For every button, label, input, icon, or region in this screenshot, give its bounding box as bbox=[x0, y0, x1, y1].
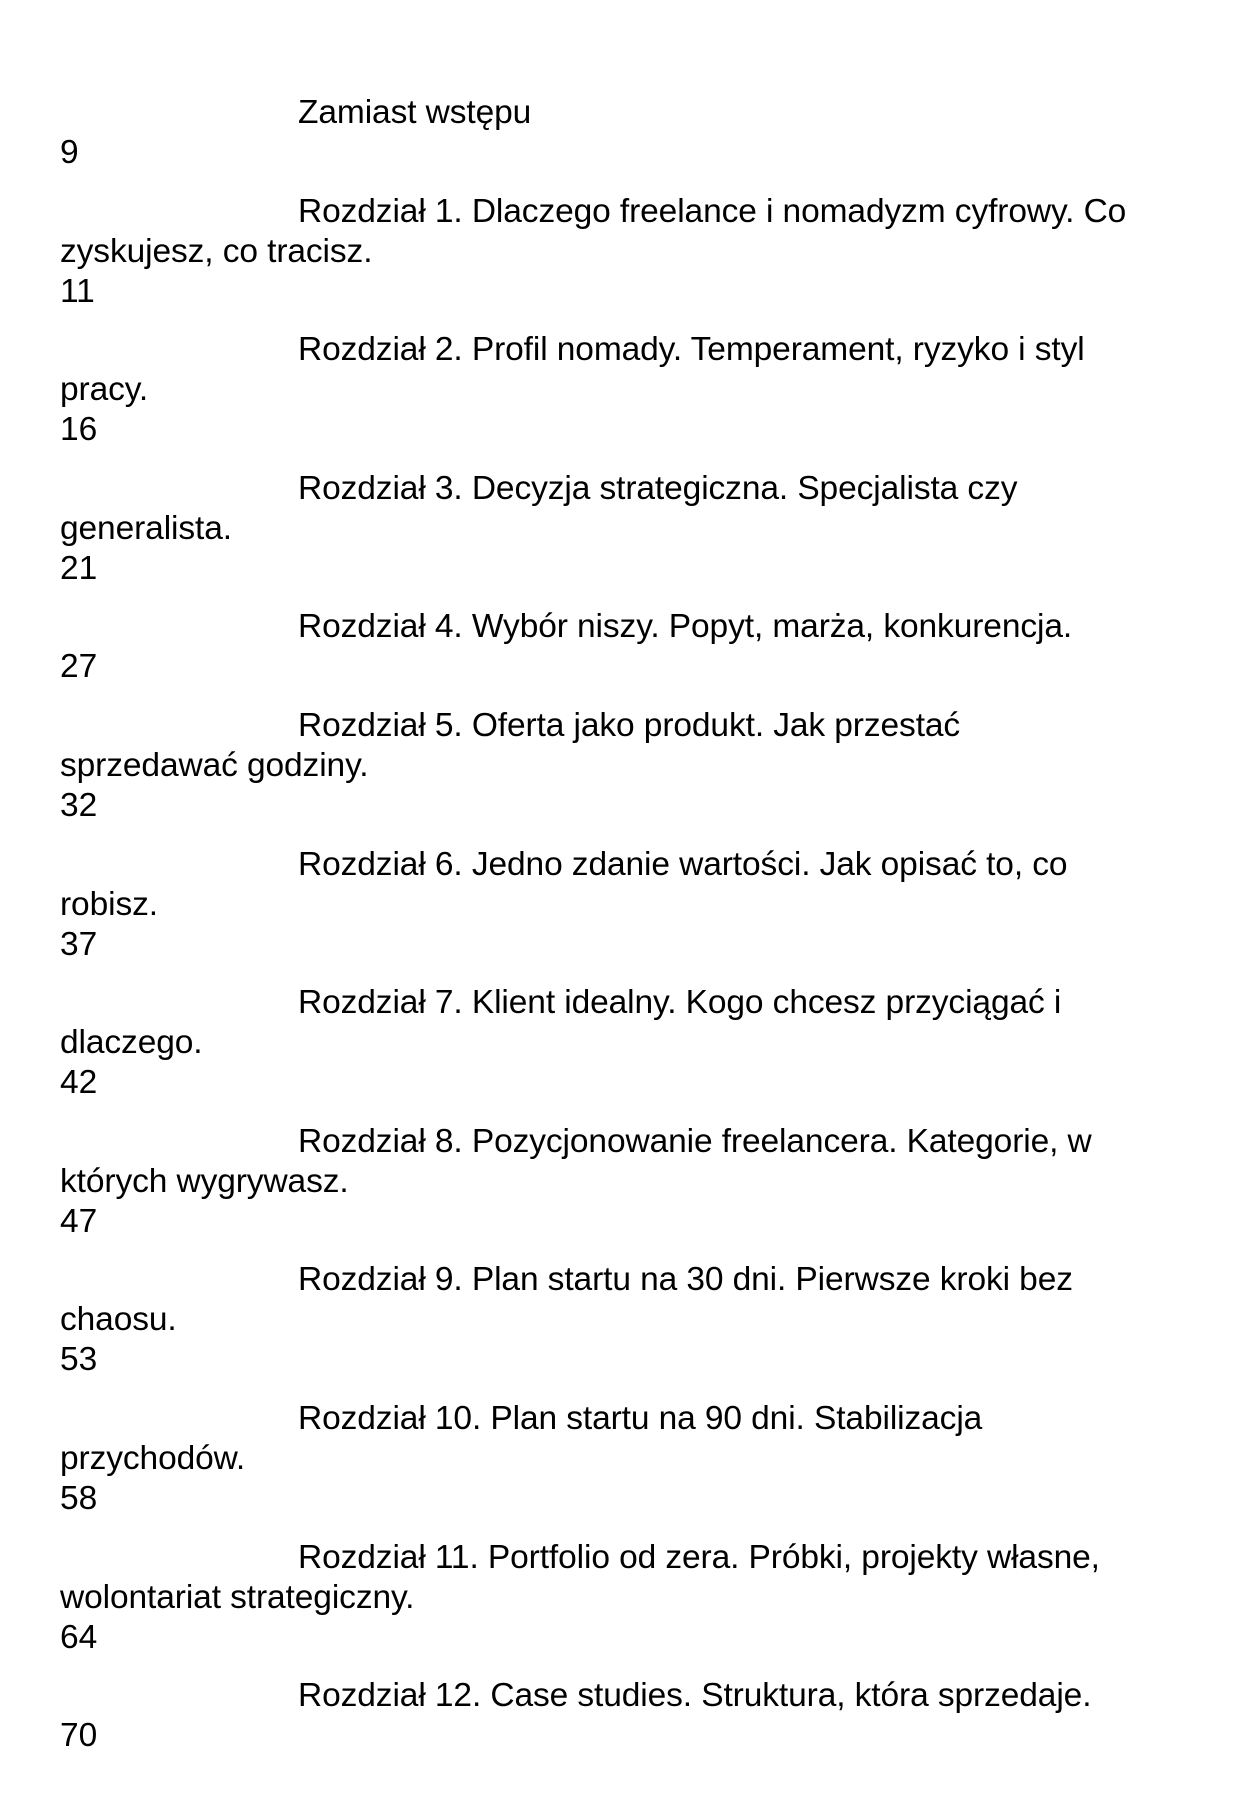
toc-entry[interactable] bbox=[60, 330, 1210, 450]
toc-entry-title: Rozdział 8. Pozycjonowanie freelancera. Kategorie, w bbox=[298, 1122, 1092, 1160]
toc-entry-title: Rozdział 10. Plan startu na 90 dni. Stabilizacja bbox=[298, 1399, 983, 1437]
toc-entry-title: Rozdział 6. Jedno zdanie wartości. Jak opisać to, co bbox=[298, 845, 1068, 883]
toc-entry[interactable] bbox=[60, 607, 1210, 687]
toc-entry-page-number: 64 bbox=[60, 1618, 98, 1656]
toc-entry-title: Rozdział 12. Case studies. Struktura, która sprzedaje. bbox=[298, 1677, 1092, 1715]
toc-entry-title-continuation: generalista. bbox=[60, 509, 232, 547]
toc-entry-title: Rozdział 2. Profil nomady. Temperament, ryzyko i styl bbox=[298, 331, 1085, 369]
toc-entry-title-continuation: chaosu. bbox=[60, 1301, 177, 1339]
toc-entry-title-continuation: robisz. bbox=[60, 885, 158, 923]
toc-entry-title: Rozdział 9. Plan startu na 30 dni. Pierwsze kroki bez bbox=[298, 1261, 1073, 1299]
toc-entry-title: Rozdział 4. Wybór niszy. Popyt, marża, konkurencja. bbox=[298, 608, 1073, 646]
table-of-contents bbox=[60, 93, 1210, 1756]
toc-entry-title: Zamiast wstępu bbox=[298, 94, 532, 131]
toc-entry-title-continuation: przychodów. bbox=[60, 1439, 246, 1477]
toc-entry-title: Rozdział 7. Klient idealny. Kogo chcesz przyciągać i bbox=[298, 984, 1062, 1022]
toc-entry-page-number: 27 bbox=[60, 648, 98, 686]
toc-entry[interactable] bbox=[60, 469, 1210, 589]
toc-entry[interactable] bbox=[60, 983, 1210, 1103]
toc-entry-page-number: 47 bbox=[60, 1202, 98, 1240]
toc-entry-page-number: 16 bbox=[60, 411, 98, 449]
toc-entry[interactable] bbox=[60, 192, 1210, 312]
toc-entry-title-continuation: sprzedawać godziny. bbox=[60, 746, 369, 784]
toc-entry-page-number: 37 bbox=[60, 925, 98, 963]
toc-entry-page-number: 70 bbox=[60, 1717, 98, 1755]
toc-entry-title-continuation: zyskujesz, co tracisz. bbox=[60, 232, 373, 270]
toc-entry[interactable] bbox=[60, 1538, 1210, 1658]
toc-entry-page-number: 53 bbox=[60, 1341, 98, 1379]
toc-entry-title-continuation: wolontariat strategiczny. bbox=[60, 1578, 415, 1616]
toc-entry-title-continuation: pracy. bbox=[60, 371, 149, 409]
toc-entry[interactable] bbox=[60, 706, 1210, 826]
toc-entry[interactable] bbox=[60, 93, 1210, 173]
toc-entry-page-number: 58 bbox=[60, 1479, 98, 1517]
toc-entry-page-number: 21 bbox=[60, 549, 98, 587]
toc-entry-title: Rozdział 1. Dlaczego freelance i nomadyzm cyfrowy. Co bbox=[298, 192, 1127, 230]
toc-entry[interactable] bbox=[60, 1122, 1210, 1242]
toc-entry[interactable] bbox=[60, 1260, 1210, 1380]
toc-entry-title-continuation: których wygrywasz. bbox=[60, 1162, 349, 1200]
toc-entry-page-number: 32 bbox=[60, 786, 98, 824]
toc-entry[interactable] bbox=[60, 845, 1210, 965]
toc-entry-title: Rozdział 5. Oferta jako produkt. Jak przestać bbox=[298, 706, 961, 744]
toc-entry[interactable] bbox=[60, 1676, 1210, 1756]
toc-entry-title: Rozdział 11. Portfolio od zera. Próbki, projekty własne, bbox=[298, 1538, 1100, 1576]
toc-entry-title-continuation: dlaczego. bbox=[60, 1024, 203, 1062]
toc-entry-page-number: 42 bbox=[60, 1064, 98, 1102]
toc-entry-title: Rozdział 3. Decyzja strategiczna. Specjalista czy bbox=[298, 469, 1018, 507]
toc-entry-page-number: 11 bbox=[60, 272, 95, 310]
toc-entry-page-number: 9 bbox=[60, 134, 79, 171]
toc-entry[interactable] bbox=[60, 1399, 1210, 1519]
